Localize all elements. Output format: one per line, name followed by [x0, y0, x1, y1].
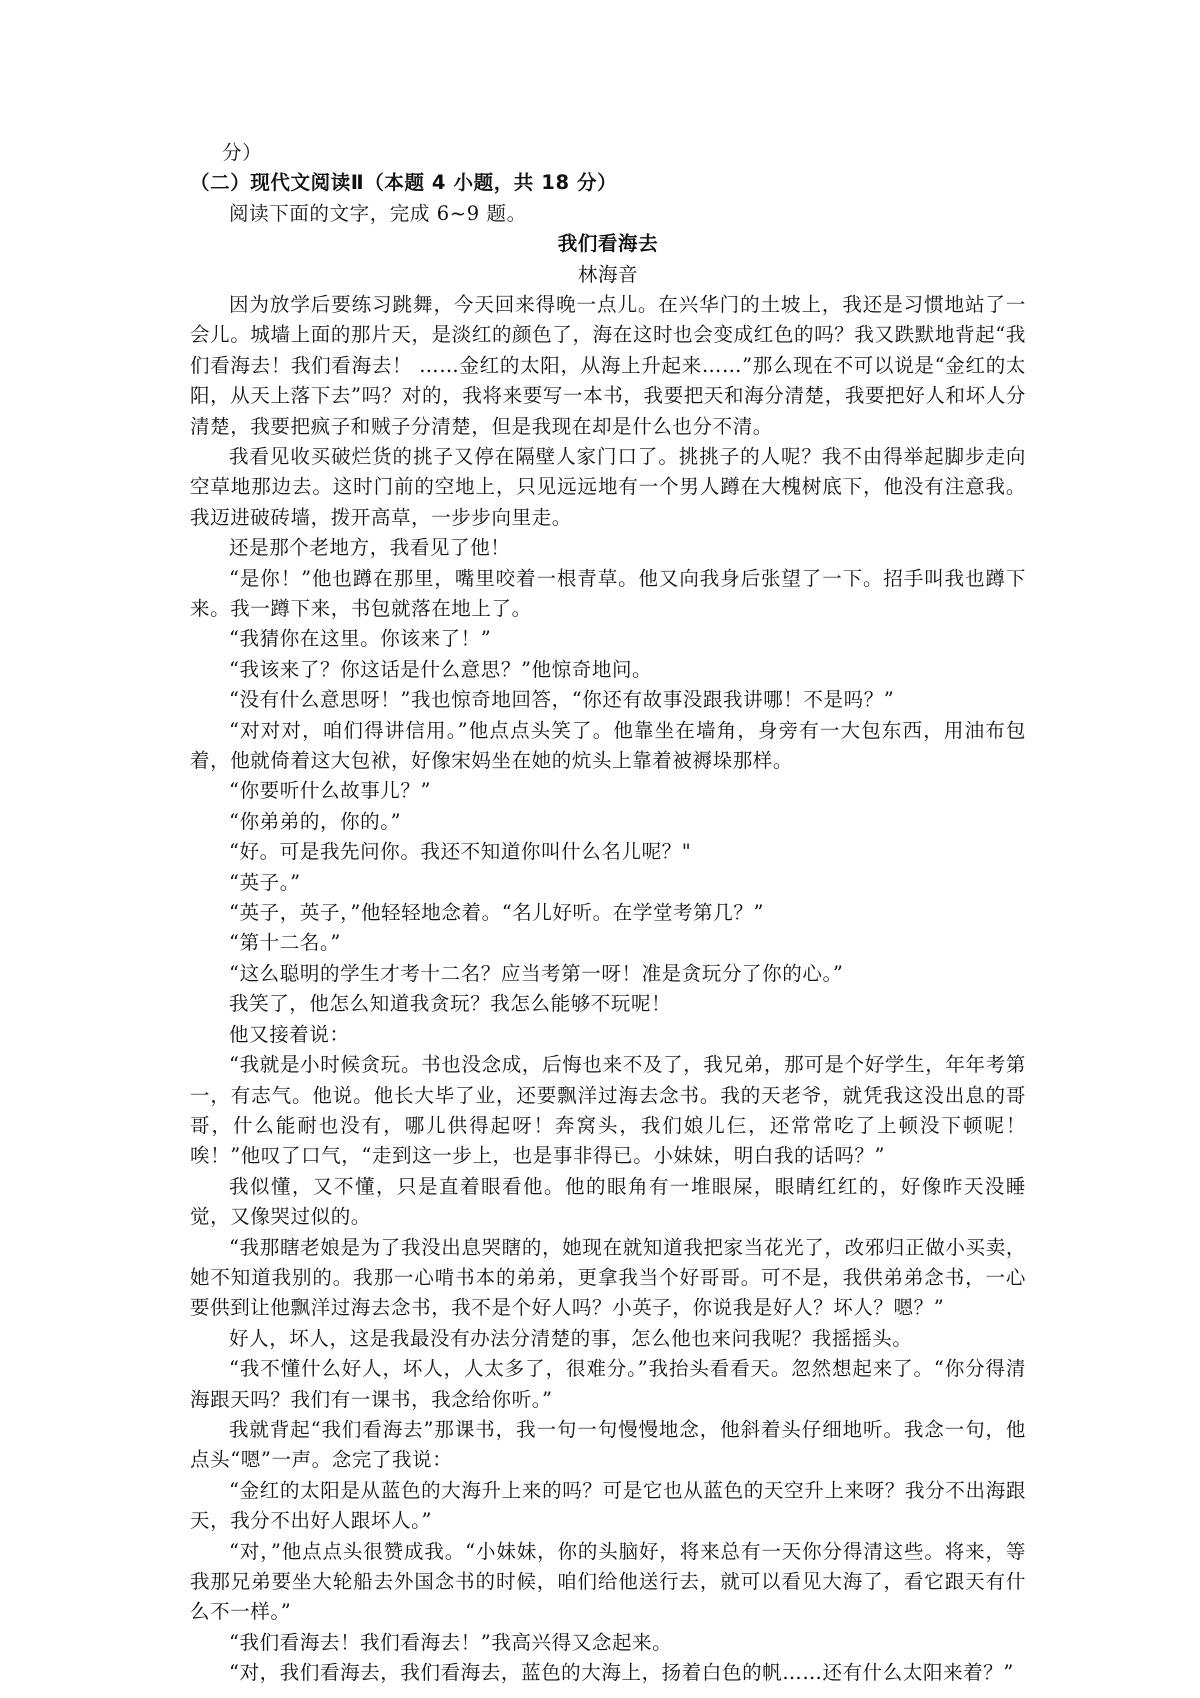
exam-page [190, 138, 1026, 1689]
previous-section-fragment: 分） [222, 141, 263, 164]
paragraph: “英子。” [229, 870, 301, 894]
paragraph: “英子，英子，”他轻轻地念着。“名儿好听。在学堂考第几？” [229, 901, 765, 925]
paragraph: “金红的太阳是从蓝色的大海升上来的吗？可是它也从蓝色的天空升上来呀？我分不出海跟天，我分不出好人跟坏人。” [190, 1478, 1026, 1533]
paragraph: 好人，坏人，这是我最没有办法分清楚的事，怎么他也来问我呢？我摇摇头。 [229, 1326, 913, 1350]
paragraph: 他又接着说： [229, 1022, 350, 1046]
paragraph: “第十二名。” [229, 931, 341, 955]
paragraph: 还是那个老地方，我看见了他！ [229, 536, 511, 560]
reading-instruction: 阅读下面的文字，完成 6~9 题。 [229, 201, 527, 225]
paragraph: “我们看海去！我们看海去！”我高兴得又念起来。 [229, 1630, 673, 1654]
paragraph: “我猜你在这里。你该来了！” [229, 627, 492, 651]
paragraph: “我那瞎老娘是为了我没出息哭瞎的，她现在就知道我把家当花光了，改邪归正做小买卖，她不知道我别的。我那一心啃书本的弟弟，更拿我当个好哥哥。可不是，我供弟弟念书，一心要供到让他飘洋过海去念书，我不是个好人吗？小英子，你说我是好人？坏人？嗯？” [190, 1235, 1026, 1320]
paragraph: 我就背起“我们看海去”那课书，我一句一句慢慢地念，他斜着头仔细地听。我念一句，他点头“嗯”一声。念完了我说： [190, 1417, 1026, 1472]
article-body [190, 290, 1026, 1689]
paragraph: “我该来了？你这话是什么意思？”他惊奇地问。 [229, 657, 653, 681]
paragraph: “是你！”他也蹲在那里，嘴里咬着一根青草。他又向我身后张望了一下。招手叫我也蹲下来。我一蹲下来，书包就落在地上了。 [190, 566, 1026, 621]
paragraph: “这么聪明的学生才考十二名？应当考第一呀！准是贪玩分了你的心。” [229, 961, 844, 985]
paragraph: 我似懂，又不懂，只是直着眼看他。他的眼角有一堆眼屎，眼睛红红的，好像昨天没睡觉，又像哭过似的。 [190, 1174, 1026, 1229]
section-heading: （二）现代文阅读Ⅱ（本题 4 小题，共 18 分） [190, 171, 618, 195]
article-author: 林海音 [577, 262, 639, 286]
article-title: 我们看海去 [557, 232, 659, 256]
paragraph: “没有什么意思呀！”我也惊奇地回答，“你还有故事没跟我讲哪！不是吗？” [229, 688, 895, 712]
paragraph: 我笑了，他怎么知道我贪玩？我怎么能够不玩呢！ [229, 992, 672, 1016]
paragraph: “对，我们看海去，我们看海去，蓝色的大海上，扬着白色的帆……还有什么太阳来着？” [229, 1661, 1014, 1685]
paragraph: “我就是小时候贪玩。书也没念成，后悔也来不及了，我兄弟，那可是个好学生，年年考第一，有志气。他说。他长大毕了业，还要飘洋过海去念书。我的天老爷，就凭我这没出息的哥哥，什么能耐也没有，哪儿供得起呀！奔窝头，我们娘儿仨，还常常吃了上顿没下顿呢！唉！”他叹了口气，“走到这一步上，也是事非得已。小妹妹，明白我的话吗？” [190, 1053, 1026, 1168]
paragraph: “对，”他点点头很赞成我。“小妹妹，你的头脑好，将来总有一天你分得清这些。将来，等我那兄弟要坐大轮船去外国念书的时候，咱们给他送行去，就可以看见大海了，看它跟天有什么不一样。” [190, 1539, 1026, 1624]
paragraph: “我不懂什么好人，坏人，人太多了，很难分。”我抬头看看天。忽然想起来了。“你分得清海跟天吗？我们有一课书，我念给你听。” [190, 1357, 1026, 1411]
paragraph: “你要听什么故事儿？” [229, 779, 432, 803]
paragraph: “对对对，咱们得讲信用。”他点点头笑了。他靠坐在墙角，身旁有一大包东西，用油布包着，他就倚着这大包袱，好像宋妈坐在她的炕头上靠着被褥垛那样。 [190, 718, 1026, 773]
paragraph: “你弟弟的，你的。” [229, 809, 402, 833]
paragraph: 因为放学后要练习跳舞，今天回来得晚一点儿。在兴华门的土坡上，我还是习惯地站了一会儿。城墙上面的那片天，是淡红的颜色了，海在这时也会变成红色的吗？我又跌默地背起“我们看海去！我们看海去！ ……金红的太阳，从海上升起来……”那么现在不可以说是“金红的太阳，从天上落下去”吗？对的，我将来要写一本书，我要把天和海分清楚，我要把好人和坏人分清楚，我要把疯子和贼子分清楚，但是我现在却是什么也分不清。 [190, 292, 1026, 438]
paragraph: 我看见收买破烂货的挑子又停在隔壁人家门口了。挑挑子的人呢？我不由得举起脚步走向空草地那边去。这时门前的空地上，只见远远地有一个男人蹲在大槐树底下，他没有注意我。我迈进破砖墙，拨开高草，一步步向里走。 [190, 444, 1026, 529]
paragraph: “好。可是我先问你。我还不知道你叫什么名儿呢？" [229, 840, 692, 864]
